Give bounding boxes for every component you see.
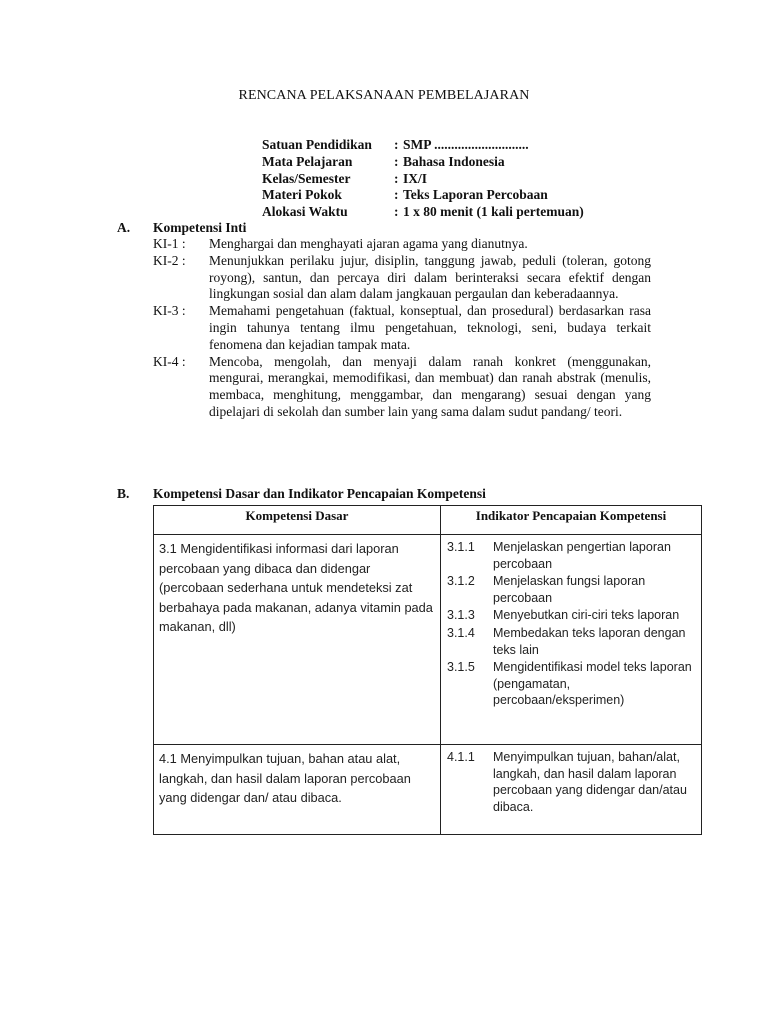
document-title: RENCANA PELAKSANAAN PEMBELAJARAN [238, 88, 530, 103]
ki-code: KI-4 : [153, 353, 186, 369]
info-label: Kelas/Semester [262, 170, 351, 186]
indicator-code: 3.1.5 [447, 660, 475, 675]
ki-code: KI-3 : [153, 303, 186, 319]
info-value: Bahasa Indonesia [403, 153, 505, 169]
indicator-item [447, 607, 697, 624]
info-value: SMP ............................ [403, 137, 529, 152]
indicator-text: Membedakan teks laporan dengan teks lain [493, 625, 686, 657]
info-value: Teks Laporan Percobaan [403, 187, 548, 203]
column-header-kompetensi-dasar: Kompetensi Dasar [154, 506, 441, 535]
indicator-item [447, 659, 697, 709]
info-label: Alokasi Waktu [262, 204, 348, 220]
ki-text: Mencoba, mengolah, dan menyaji dalam ranah konkret (menggunakan, mengurai, merangkai, memodifikasi, dan membuat) dan ranah abstrak (menulis, membaca, menghitung, menggambar, dan mengarang) sesuai dengan yang dipelajari di sekolah dan sumber lain yang sama dalam sudut pandang/ teori. [209, 353, 651, 419]
table-row [154, 745, 702, 835]
info-row-mata-pelajaran [262, 154, 584, 171]
kd-text: 4.1 Menyimpulkan tujuan, bahan atau alat, langkah, dan hasil dalam laporan percobaan yang didengar dan/ atau dibaca. [159, 751, 411, 806]
indicator-code: 3.1.1 [447, 540, 475, 554]
indicator-item [447, 749, 697, 815]
section-b-heading [117, 486, 486, 502]
info-label: Mata Pelajaran [262, 153, 353, 169]
info-row-materi-pokok [262, 187, 584, 204]
indicator-text: Mengidentifikasi model teks laporan (pengamatan, percobaan/eksperimen) [493, 660, 692, 708]
ki-code: KI-1 : [153, 236, 186, 251]
info-colon: : [394, 187, 399, 203]
column-header-indikator: Indikator Pencapaian Kompetensi [441, 506, 702, 535]
ki-text: Menunjukkan perilaku jujur, disiplin, tanggung jawab, peduli (toleran, gotong royong), santun, dan percaya diri dalam berinteraksi secara efektif dengan lingkungan sosial dan alam dalam jangkauan pergaulan dan keberadaannya. [209, 252, 651, 302]
info-label: Materi Pokok [262, 187, 342, 203]
info-colon: : [394, 170, 399, 186]
info-row-alokasi-waktu [262, 204, 584, 221]
ki-item [153, 253, 651, 303]
ki-text: Menghargai dan menghayati ajaran agama yang dianutnya. [209, 236, 528, 251]
ki-code: KI-2 : [153, 252, 186, 268]
indicator-text: Menyimpulkan tujuan, bahan/alat, langkah, dan hasil dalam laporan percobaan yang didengar dan/atau dibaca. [493, 750, 687, 814]
section-letter: A. [117, 220, 131, 235]
indicator-item [447, 539, 697, 572]
info-block [262, 137, 584, 221]
indicator-item [447, 573, 697, 606]
section-title: Kompetensi Inti [153, 220, 247, 235]
indicator-code: 3.1.4 [447, 625, 475, 640]
table-row [154, 535, 702, 745]
section-a-heading [117, 220, 246, 236]
indicator-text: Menjelaskan pengertian laporan percobaan [493, 540, 671, 571]
info-value: 1 x 80 menit (1 kali pertemuan) [403, 204, 584, 220]
indicator-cell [441, 745, 702, 835]
ki-item [153, 354, 651, 421]
kompetensi-inti-list [153, 236, 651, 421]
kd-cell [154, 535, 441, 745]
kd-cell [154, 745, 441, 835]
ki-item [153, 303, 651, 353]
info-label: Satuan Pendidikan [262, 137, 372, 152]
indicator-code: 3.1.2 [447, 574, 475, 589]
info-row-satuan-pendidikan [262, 137, 584, 154]
indicator-text: Menyebutkan ciri-ciri teks laporan [493, 608, 680, 623]
info-colon: : [394, 204, 399, 220]
indicator-item [447, 625, 697, 658]
ki-item [153, 236, 651, 253]
section-title: Kompetensi Dasar dan Indikator Pencapaian Kompetensi [153, 486, 486, 501]
info-colon: : [394, 153, 399, 169]
section-letter: B. [117, 486, 130, 501]
table-header-row [154, 506, 702, 535]
kompetensi-table [153, 505, 702, 835]
indicator-code: 3.1.3 [447, 608, 475, 623]
ki-text: Memahami pengetahuan (faktual, konseptual, dan prosedural) berdasarkan rasa ingin tahunya tentang ilmu pengetahuan, teknologi, seni, budaya terkait fenomena dan kejadian tampak mata. [209, 303, 651, 352]
indicator-cell [441, 535, 702, 745]
indicator-text: Menjelaskan fungsi laporan percobaan [493, 574, 646, 605]
info-value: IX/I [403, 170, 428, 186]
info-colon: : [394, 137, 399, 152]
info-row-kelas-semester [262, 171, 584, 188]
kd-text: 3.1 Mengidentifikasi informasi dari laporan percobaan yang dibaca dan didengar (percobaan sederhana untuk mendeteksi zat berbahaya pada makanan, adanya vitamin pada makanan, dll) [159, 541, 433, 635]
indicator-code: 4.1.1 [447, 750, 475, 764]
